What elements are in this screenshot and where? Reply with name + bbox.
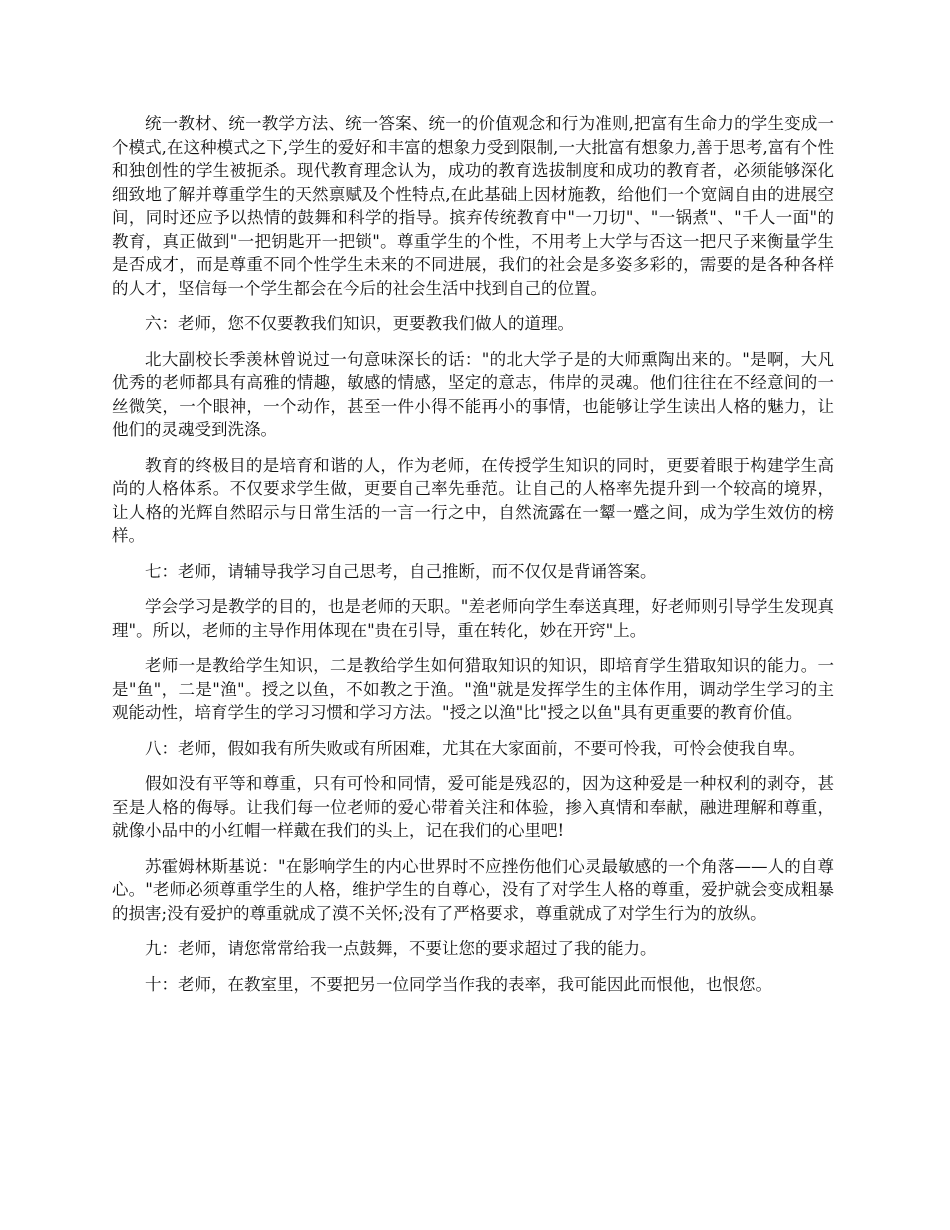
paragraph-1: 统一教材、统一教学方法、统一答案、统一的价值观念和行为准则,把富有生命力的学生变成一个模式,在这种模式之下,学生的爱好和丰富的想象力受到限制,一大批富有想象力,善于思考,富有个性和独创性的学生被扼杀。现代教育理念认为，成功的教育选拔制度和成功的教育者，必须能够深化细致地了解并尊重学生的天然禀赋及个性特点,在此基础上因材施教，给他们一个宽阔自由的进展空间，同时还应予以热情的鼓舞和科学的指导。摈弃传统教育中"一刀切"、"一锅煮"、"千人一面"的教育，真正做到"一把钥匙开一把锁"。尊重学生的个性，不用考上大学与否这一把尺子来衡量学生是否成才，而是尊重不同个性学生未来的不同进展，我们的社会是多姿多彩的，需要的是各种各样的人才，坚信每一个学生都会在今后的社会生活中找到自己的位置。 (112, 114, 834, 298)
document-page (112, 112, 834, 1008)
paragraph-4: 教育的终极目的是培育和谐的人，作为老师，在传授学生知识的同时，更要着眼于构建学生高尚的人格体系。不仅要求学生做，更要自己率先垂范。让自己的人格率先提升到一个较高的境界，让人格的光辉自然昭示与日常生活的一言一行之中，自然流露在一颦一蹙之间，成为学生效仿的榜样。 (112, 455, 834, 545)
paragraph-9: 假如没有平等和尊重，只有可怜和同情，爱可能是残忍的，因为这种爱是一种权利的剥夺，甚至是人格的侮辱。让我们每一位老师的爱心带着关注和体验，掺入真情和奉献，融进理解和尊重，就像小品中的小红帽一样戴在我们的头上，记在我们的心里吧! (112, 774, 834, 840)
paragraph-6: 学会学习是教学的目的，也是老师的天职。"差老师向学生奉送真理，好老师则引导学生发现真理"。所以，老师的主导作用体现在"贵在引导，重在转化，妙在开窍"上。 (112, 597, 834, 640)
paragraph-12: 十：老师，在教室里，不要把另一位同学当作我的表率，我可能因此而恨他，也恨您。 (145, 974, 772, 994)
paragraph-10: 苏霍姆林斯基说："在影响学生的内心世界时不应挫伤他们心灵最敏感的一个角落——人的自尊心。"老师必须尊重学生的人格，维护学生的自尊心，没有了对学生人格的尊重，爱护就会变成粗暴的损害;没有爱护的尊重就成了漠不关怀;没有了严格要求，尊重就成了对学生行为的放纵。 (112, 856, 834, 923)
paragraph-11: 九：老师，请您常常给我一点鼓舞，不要让您的要求超过了我的能力。 (145, 939, 657, 958)
paragraph-8: 八：老师，假如我有所失败或有所困难，尤其在大家面前，不要可怜我，可怜会使我自卑。 (145, 738, 805, 758)
paragraph-3: 北大副校长季羡林曾说过一句意味深长的话："的北大学子是的大师熏陶出来的。"是啊，大凡优秀的老师都具有高雅的情趣，敏感的情感，坚定的意志，伟岸的灵魂。他们往往在不经意间的一丝微笑，一个眼神，一个动作，甚至一件小得不能再小的事情，也能够让学生读出人格的魅力，让他们的灵魂受到洗涤。 (112, 349, 834, 439)
paragraph-7: 老师一是教给学生知识，二是教给学生如何猎取知识的知识，即培育学生猎取知识的能力。一是"鱼"，二是"渔"。授之以鱼，不如教之于渔。"渔"就是发挥学生的主体作用，调动学生学习的主观能动性，培育学生的学习习惯和学习方法。"授之以渔"比"授之以鱼"具有更重要的教育价值。 (112, 656, 834, 722)
paragraph-2: 六：老师，您不仅要教我们知识，更要教我们做人的道理。 (145, 314, 574, 333)
paragraph-5: 七：老师，请辅导我学习自己思考，自己推断，而不仅仅是背诵答案。 (145, 561, 657, 581)
